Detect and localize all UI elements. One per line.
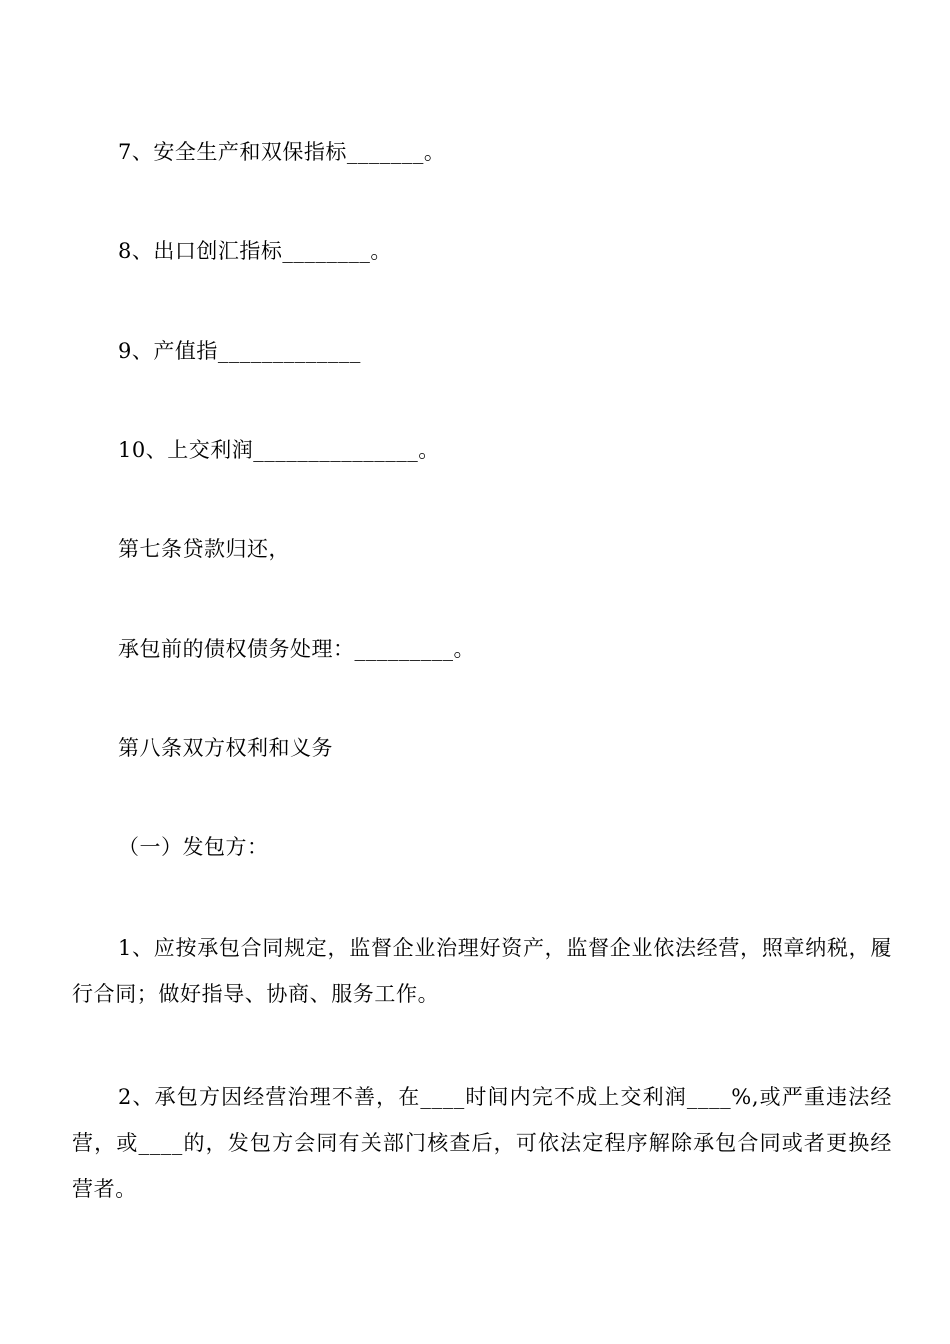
article-seven-heading: 第七条贷款归还， xyxy=(118,537,290,561)
item-safety-indicator: 7、安全生产和双保指标_______。 xyxy=(118,140,446,164)
debt-handling-line: 承包前的债权债务处理：_________。 xyxy=(118,637,475,661)
clause-two-text: 2、承包方因经营治理不善，在____时间内完不成上交利润____%,或严重违法经营，或____的，发包方会同有关部门核查后，可依法定程序解除承包合同或者更换经营者。 xyxy=(72,1085,892,1201)
item-export-indicator: 8、出口创汇指标________。 xyxy=(118,239,392,263)
clause-one-text: 1、应按承包合同规定，监督企业治理好资产，监督企业依法经营，照章纳税，履行合同；做好指导、协商、服务工作。 xyxy=(72,936,892,1006)
contractor-party-heading: （一）发包方： xyxy=(118,835,269,859)
article-eight-heading: 第八条双方权利和义务 xyxy=(118,736,333,760)
clause-two-paragraph xyxy=(72,1074,892,1212)
item-profit-submission: 10、上交利润_______________。 xyxy=(118,438,440,462)
item-output-indicator: 9、产值指_____________ xyxy=(118,339,361,363)
clause-one-paragraph xyxy=(72,925,892,1017)
